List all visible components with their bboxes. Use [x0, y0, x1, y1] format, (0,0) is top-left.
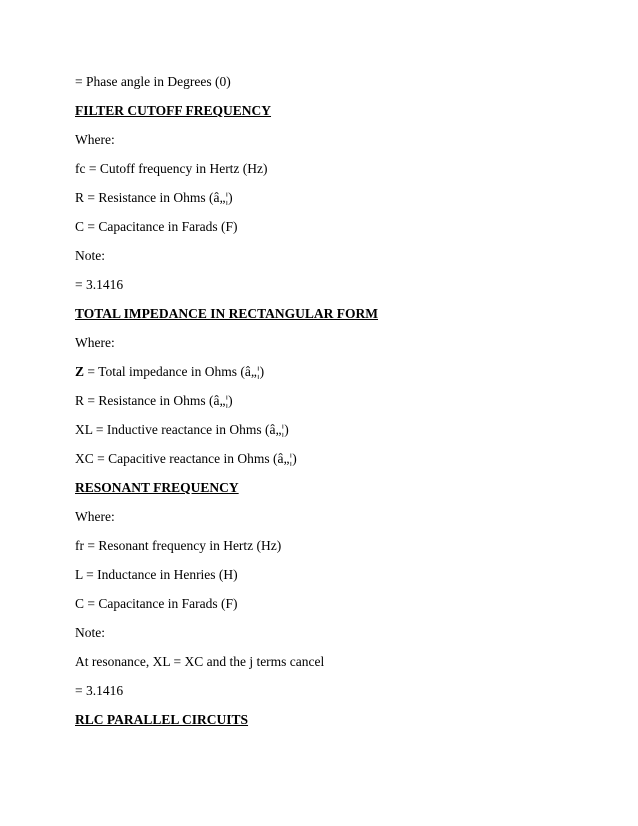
section-heading-rlc-parallel-circuits: RLC PARALLEL CIRCUITS: [75, 712, 249, 727]
pi-value: = 3.1416: [75, 277, 124, 292]
capacitance-definition: C = Capacitance in Farads (F): [75, 219, 238, 234]
inductive-reactance-definition: XL = Inductive reactance in Ohms (â„¦): [75, 422, 289, 437]
capacitance-definition: C = Capacitance in Farads (F): [75, 596, 238, 611]
note-label: Note:: [75, 625, 105, 640]
pi-value: = 3.1416: [75, 683, 124, 698]
cutoff-frequency-definition: fc = Cutoff frequency in Hertz (Hz): [75, 161, 268, 176]
impedance-symbol: Z: [75, 364, 85, 379]
phase-angle-definition: = Phase angle in Degrees (0): [75, 74, 231, 89]
capacitive-reactance-definition: XC = Capacitive reactance in Ohms (â„¦): [75, 451, 297, 466]
where-label: Where:: [75, 132, 115, 147]
total-impedance-definition: [75, 364, 264, 380]
where-label: Where:: [75, 335, 115, 350]
section-heading-total-impedance: TOTAL IMPEDANCE IN RECTANGULAR FORM: [75, 306, 379, 321]
note-label: Note:: [75, 248, 105, 263]
where-label: Where:: [75, 509, 115, 524]
resonant-frequency-definition: fr = Resonant frequency in Hertz (Hz): [75, 538, 282, 553]
resistance-definition: R = Resistance in Ohms (â„¦): [75, 190, 233, 205]
inductance-definition: L = Inductance in Henries (H): [75, 567, 238, 582]
total-impedance-text: = Total impedance in Ohms (â„¦): [84, 364, 265, 379]
resistance-definition: R = Resistance in Ohms (â„¦): [75, 393, 233, 408]
resonance-note: At resonance, XL = XC and the j terms cancel: [75, 654, 325, 669]
section-heading-filter-cutoff-frequency: FILTER CUTOFF FREQUENCY: [75, 103, 272, 118]
section-heading-resonant-frequency: RESONANT FREQUENCY: [75, 480, 239, 495]
